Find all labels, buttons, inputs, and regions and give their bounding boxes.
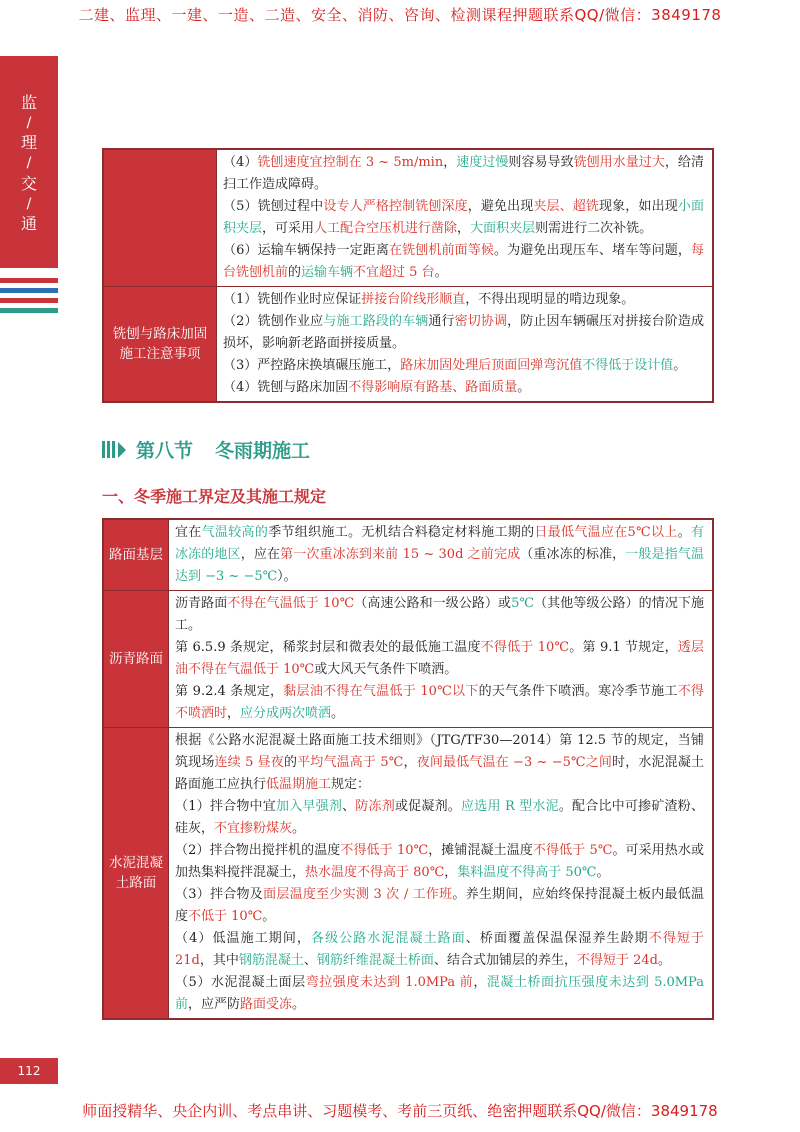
side-tab-char: 监	[20, 93, 37, 112]
chapter-side-tab	[0, 56, 58, 268]
stripe	[0, 308, 58, 313]
subsection-heading: 一、冬季施工界定及其施工规定	[102, 487, 327, 506]
asphalt-rule-3: 第 9.2.4 条规定，黏层油不得在气温低于 10℃以下的天气条件下喷洒。寒冷季节施工不得不喷洒时，应分成两次喷洒。	[175, 684, 704, 721]
note-5: （5）铣刨过程中设专人严格控制铣刨深度，避免出现夹层、超铣现象，如出现小面积夹层，可采用人工配合空压机进行凿除，大面积夹层则需进行二次补铣。	[223, 199, 704, 236]
bottom-promo-banner: 师面授精华、央企内训、考点串讲、习题模考、考前三页纸、绝密押题联系QQ/微信：3849178	[82, 1102, 718, 1120]
concrete-rule-5: （5）水泥混凝土面层弯拉强度未达到 1.0MPa 前，混凝土桥面抗压强度未达到 5.0MPa 前，应严防路面受冻。	[175, 975, 704, 1012]
section-marker-icon	[102, 441, 128, 458]
concrete-rule-1: （1）拌合物中宜加入早强剂、防冻剂或促凝剂。应选用 R 型水泥。配合比中可掺矿渣粉、硅灰，不宜掺粉煤灰。	[175, 799, 704, 836]
side-tab-slash: /	[26, 114, 32, 131]
stripe	[0, 288, 58, 293]
stripe	[0, 278, 58, 283]
concrete-rule-4: （4）低温施工期间，各级公路水泥混凝土路面、桥面覆盖保温保湿养生龄期不得短于 21d，其中钢筋混凝土、钢筋纤维混凝土桥面、结合式加铺层的养生，不得短于 24d。	[175, 931, 704, 968]
asphalt-cell	[169, 591, 714, 728]
concrete-rule-2: （2）拌合物出搅拌机的温度不得低于 10℃，摊铺混凝土温度不得低于 5℃。可采用热水或加热集料搅拌混凝土，热水温度不得高于 80℃，集料温度不得高于 50℃。	[175, 843, 704, 880]
side-tab-slash: /	[26, 155, 32, 172]
base-layer-label: 路面基层	[103, 519, 169, 591]
page-number: 112	[0, 1058, 58, 1084]
caution-4: （4）铣刨与路床加固不得影响原有路基、路面质量。	[223, 380, 531, 395]
side-tab-char: 通	[20, 214, 37, 234]
top-promo-banner: 二建、监理、一建、一造、二造、安全、消防、咨询、检测课程押题联系QQ/微信：3849178	[78, 6, 722, 24]
milling-caution-cell	[217, 287, 714, 403]
caution-1: （1）铣刨作业时应保证拼接台阶线形顺直，不得出现明显的啃边现象。	[223, 292, 635, 307]
stripe	[0, 298, 58, 303]
section-number: 第八节	[136, 440, 194, 462]
concrete-rule-3: （3）拌合物及面层温度至少实测 3 次 / 工作班。养生期间，应始终保持混凝土板内最低温度不低于 10℃。	[175, 887, 704, 924]
caution-3: （3）严控路床换填碾压施工，路床加固处理后顶面回弹弯沉值不得低于设计值。	[223, 358, 687, 373]
concrete-label: 水泥混凝土路面	[103, 728, 169, 1020]
milling-notes-cell	[217, 149, 714, 287]
caution-2: （2）铣刨作业应与施工路段的车辆通行密切协调，防止因车辆碾压对拼接台阶造成损坏，影响新老路面拼接质量。	[223, 314, 704, 351]
side-tab-char: 理	[20, 133, 37, 153]
note-4: （4）铣刨速度宜控制在 3 ~ 5m/min，速度过慢则容易导致铣刨用水量过大，给清扫工作造成障碍。	[223, 155, 704, 192]
base-rule: 宜在气温较高的季节组织施工。无机结合料稳定材料施工期的日最低气温应在5℃以上。有冰冻的地区，应在第一次重冰冻到来前 15 ~ 30d 之前完成（重冰冻的标准，一般是指气温达到 −3 ~ −5℃）。	[175, 525, 704, 584]
section-heading	[102, 436, 310, 463]
asphalt-label: 沥青路面	[103, 591, 169, 728]
base-layer-cell	[169, 519, 714, 591]
milling-table	[102, 148, 714, 403]
section-name: 冬雨期施工	[215, 440, 311, 462]
side-tab-slash: /	[26, 195, 32, 212]
note-6: （6）运输车辆保持一定距离在铣刨机前面等候。为避免出现压车、堵车等问题，每台铣刨机前的运输车辆不宜超过 5 台。	[223, 243, 704, 280]
asphalt-rule-2: 第 6.5.9 条规定，稀浆封层和微表处的最低施工温度不得低于 10℃。第 9.1 节规定，透层油不得在气温低于 10℃或大风天气条件下喷洒。	[175, 640, 704, 677]
winter-construction-table	[102, 518, 714, 1020]
decorative-stripes	[0, 278, 58, 318]
milling-caution-label: 铣刨与路床加固施工注意事项	[103, 287, 217, 403]
concrete-cell	[169, 728, 714, 1020]
concrete-intro: 根据《公路水泥混凝土路面施工技术细则》（JTG/TF30—2014）第 12.5 节的规定，当铺筑现场连续 5 昼夜的平均气温高于 5℃，夜间最低气温在 −3 ~ −5℃之间时，水泥混凝土路面施工应执行低温期施工规定：	[175, 733, 704, 792]
asphalt-rule-1: 沥青路面不得在气温低于 10℃（高速公路和一级公路）或5℃（其他等级公路）的情况下施工。	[175, 596, 704, 633]
empty-label-cell	[103, 149, 217, 287]
side-tab-char: 交	[20, 173, 37, 193]
